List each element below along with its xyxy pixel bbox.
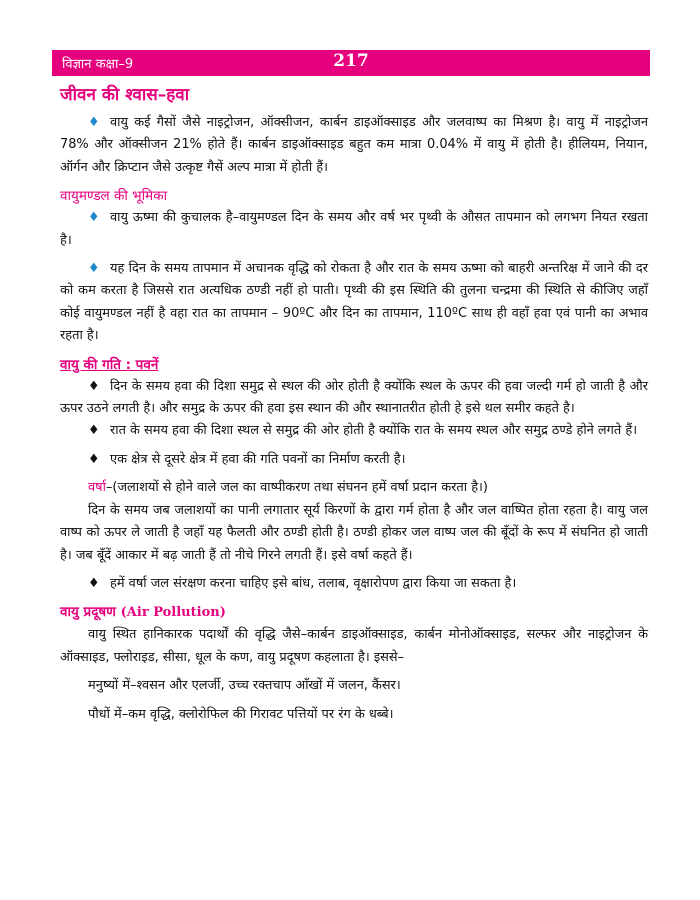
paragraph-air-pollution: वायु स्थित हानिकारक पदार्थों की वृद्धि जैसे–कार्बन डाइऑक्साइड, कार्बन मोनोऑक्साइड, सल्फर और नाइट्रोजन के ऑक्साइड, फ्लोराइड, सीसा, धूल के कण, वायु प्रदूषण कहलाता है। इससे– [60,627,648,665]
diamond-bullet-icon: ♦ [88,423,100,439]
section-heading-air-pollution: वायु प्रदूषण (Air Pollution) [60,604,226,621]
effects-plants: पौधों में–कम वृद्धि, क्लोरोफिल की गिरावट पत्तियों पर रंग के धब्बे। [88,706,394,722]
page-title: जीवन की श्वास–हवा [60,85,190,105]
diamond-bullet-icon: ♦ [88,378,100,394]
paragraph-air-composition: ♦ वायु कई गैसों जैसे नाइट्रोजन, ऑक्सीजन, कार्बन डाइऑक्साइड और जलवाष्प का मिश्रण है। वायु में नाइट्रोजन 78% और ऑक्सीजन 21% होते हैं। कार्बन डाइऑक्साइड बहुत कम मात्रा 0.04% में वायु में होती है। हीलियम, नियान, ऑर्गन और क्रिप्टान जैसे उत्कृष्ट गैसें अल्प मात्रा में होती हैं। [60,112,648,179]
page-header [52,50,650,76]
rain-term: वर्षा [88,480,106,496]
book-label: विज्ञान कक्षा–9 [62,57,134,72]
diamond-bullet-icon: ♦ [88,261,100,277]
diamond-bullet-icon: ♦ [88,451,100,467]
paragraph-rain-process: दिन के समय जब जलाशयों का पानी लगातार सूर्य किरणों के द्वारा गर्म होता है और जल वाष्पित होता रहता है। वायु जल वाष्प को ऊपर ले जाती है जहाँ यह फैलती और ठण्डी होती है। ठण्डी होकर जल वाष्प जल की बूँदों के रूप में संघनित हो जाती है। जब बूँदें आकार में बढ़ जाती हैं तो नीचे गिरने लगती हैं। इसे वर्षा कहते हैं। [60,502,648,563]
list-item: ♦ रात के समय हवा की दिशा स्थल से समुद्र की ओर होती है क्योंकि रात के समय स्थल और समुद्र ठण्डे होने लगते हैं। [60,420,648,442]
diamond-bullet-icon: ♦ [88,210,100,226]
list-item: ♦ हमें वर्षा जल संरक्षण करना चाहिए इसे बांध, तलाब, वृक्षारोपण द्वारा किया जा सकता है। [60,573,648,595]
section-heading-wind-motion: वायु की गति : पवनें [60,356,159,373]
effects-humans: मनुष्यों में–श्वसन और एलर्जी, उच्च रक्तचाप आँखों में जलन, कैंसर। [88,678,401,694]
list-item: ♦ एक क्षेत्र से दूसरे क्षेत्र में हवा की गति पवनों का निर्माण करती है। [60,449,648,471]
list-item: ♦ यह दिन के समय तापमान में अचानक वृद्धि को रोकता है और रात के समय ऊष्मा को बाहरी अन्तरिक्ष में जाने की दर को कम करता है जिससे रात अत्यधिक ठण्डी नहीं हो पाती। पृथ्वी की इस स्थिति की तुलना चन्द्रमा की स्थिति से कीजिए जहाँ कोई वायुमण्डल नहीं है वहा रात का तापमान – 90ºC और दिन का तापमान, 110ºC साथ ही वहाँ हवा एवं पानी का अभाव रहता है। [60,258,648,348]
page-number: 217 [333,51,369,71]
list-item: ♦ दिन के समय हवा की दिशा समुद्र से स्थल की ओर होती है क्योंकि स्थल के ऊपर की हवा जल्दी गर्म हो जाती है और ऊपर उठने लगती है। और समुद्र के ऊपर की हवा इस स्थान की और स्थानातरीत होती हे इसे थल समीर कहते है। [60,376,648,421]
page-content [60,82,648,732]
diamond-bullet-icon: ♦ [88,575,100,591]
section-heading-atmosphere-role: वायुमण्डल की भूमिका [60,188,168,205]
diamond-bullet-icon: ♦ [88,115,100,130]
list-item: ♦ वायु ऊष्मा की कुचालक है–वायुमण्डल दिन के समय और वर्ष भर पृथ्वी के औसत तापमान को लगभग नियत रखता है। [60,207,648,252]
rain-definition: वर्षा–(जलाशयों से होने वाले जल का वाष्पीकरण तथा संघनन हमें वर्षा प्रदान करता है।) [88,480,488,496]
